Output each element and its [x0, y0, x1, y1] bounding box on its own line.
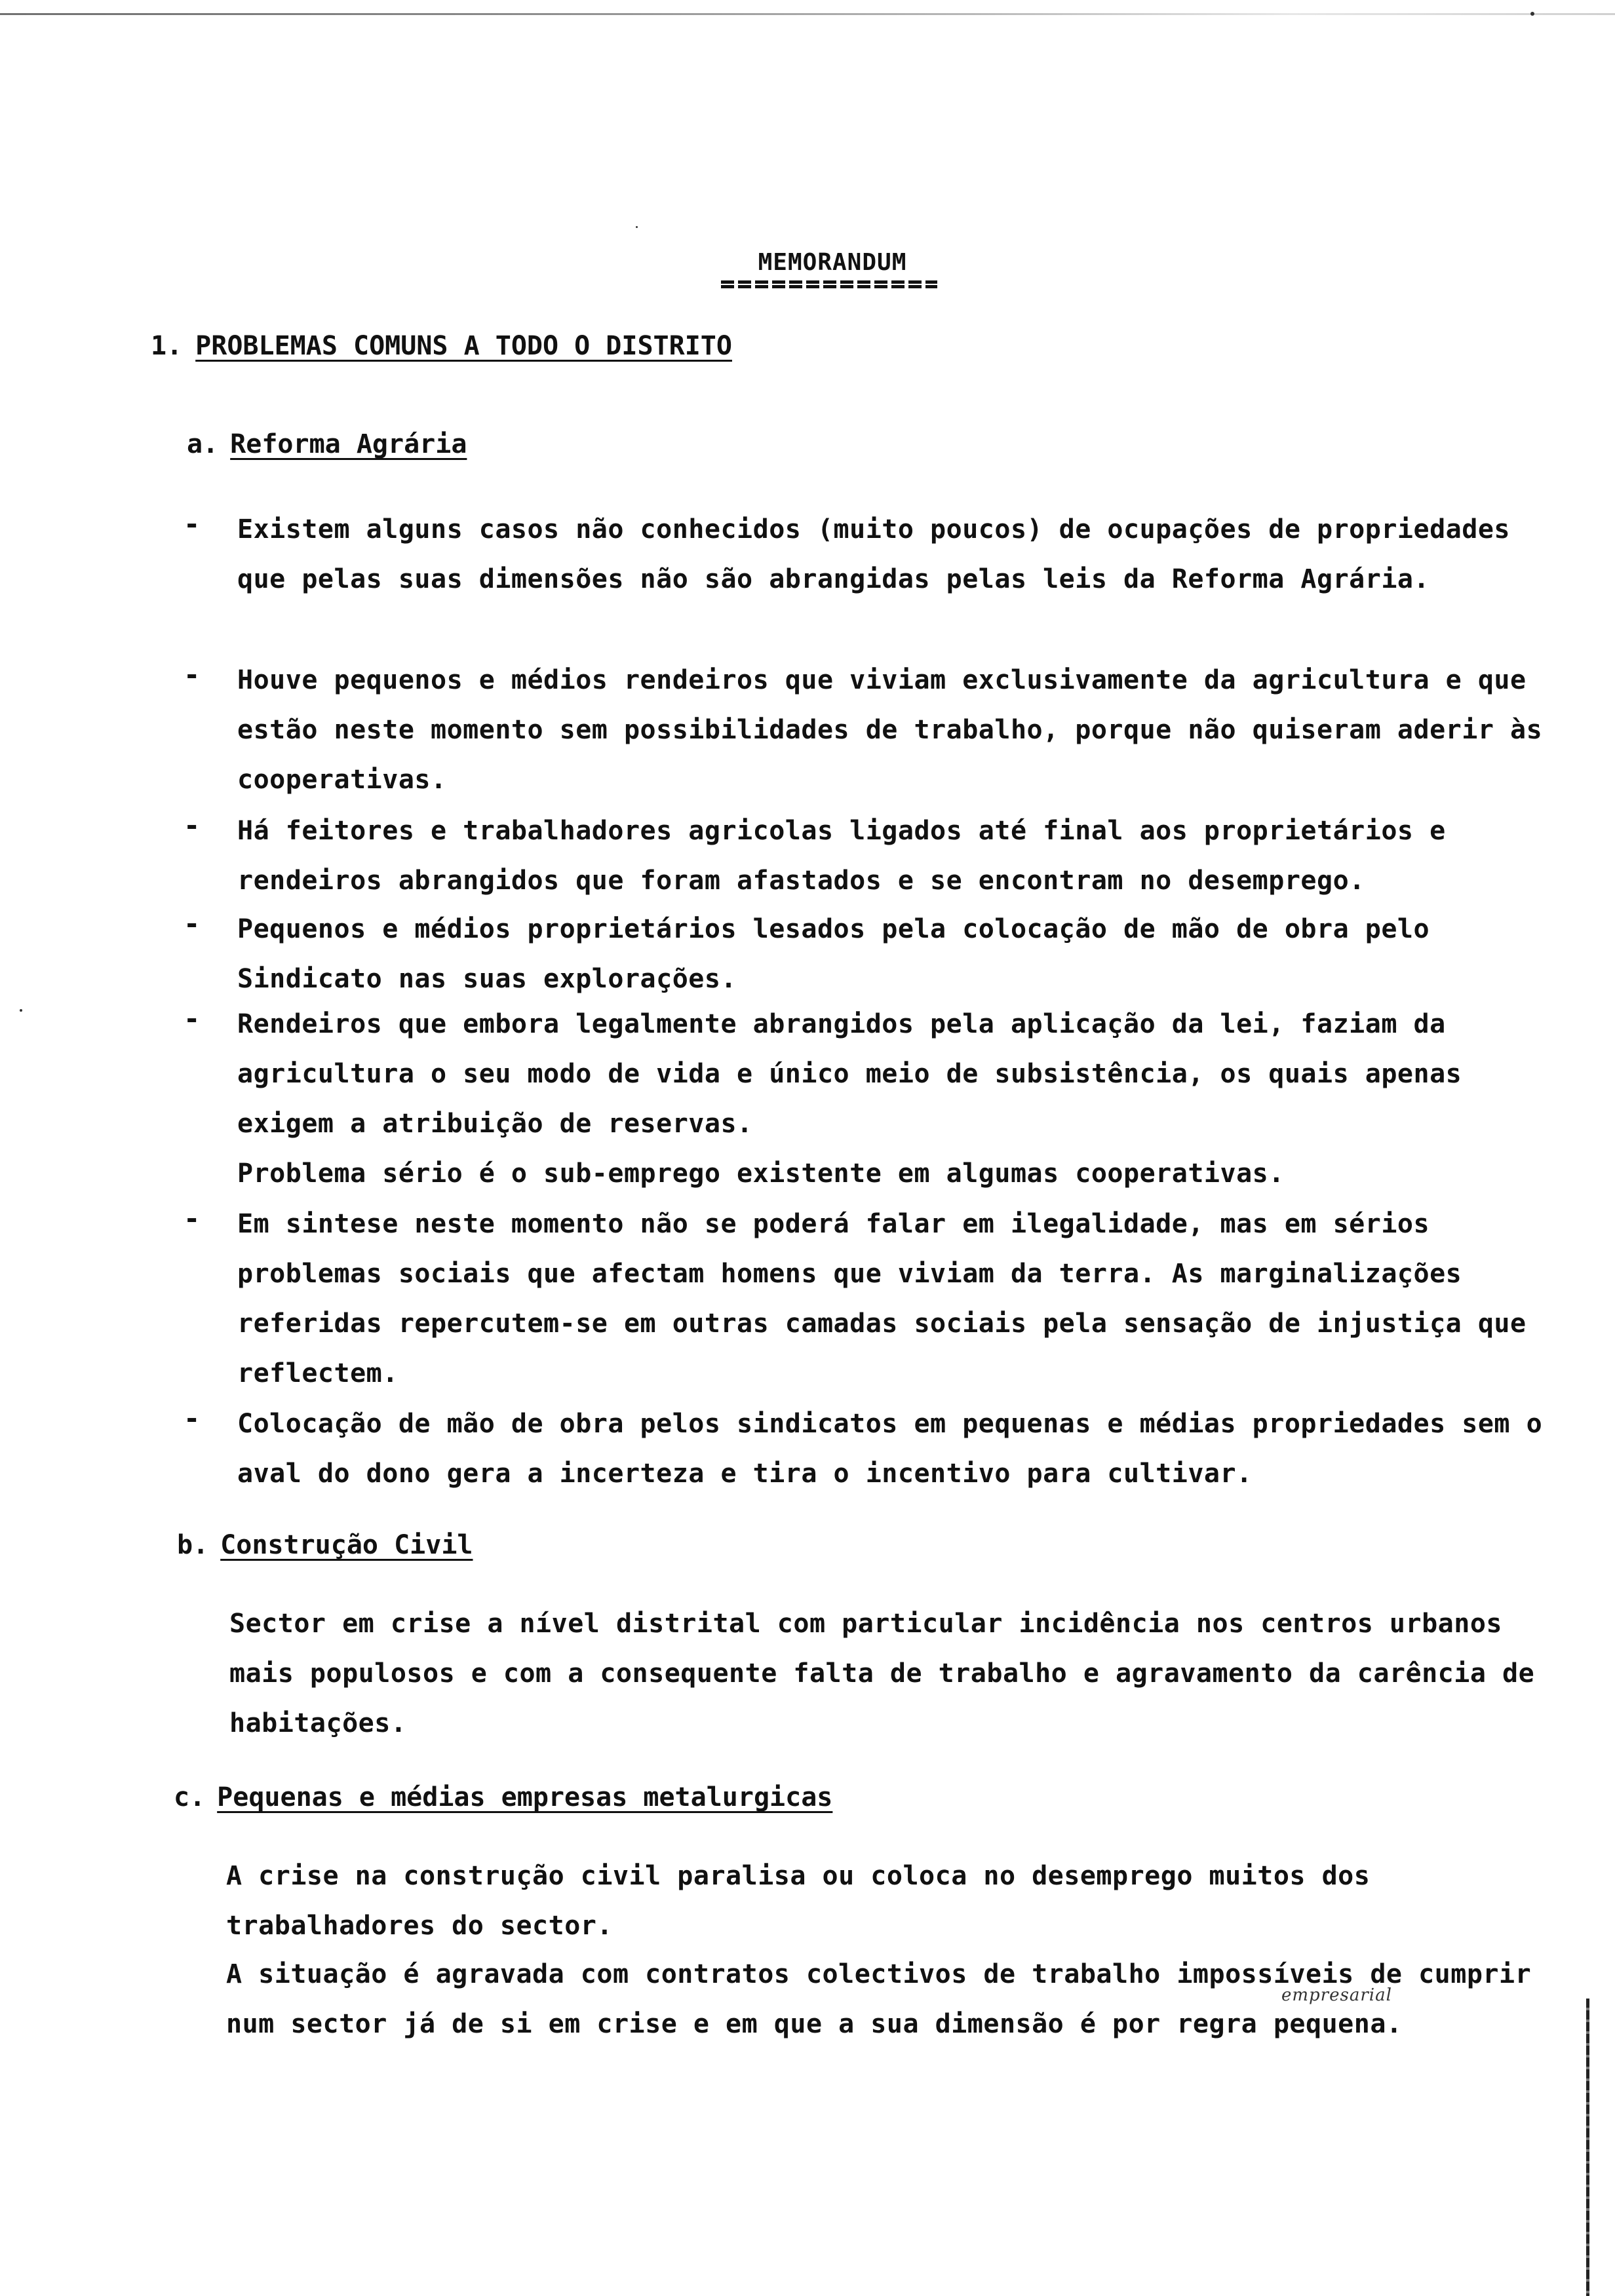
reforma-bullet-7: Colocação de mão de obra pelos sindicatos em pequenas e médias propriedades sem o aval do dono gera a incerteza e tira o incentivo para cultivar. — [237, 1409, 1543, 1489]
metalurgicas-text-1: A crise na construção civil paralisa ou coloca no desemprego muitos dos trabalhadores do sector. — [226, 1861, 1371, 1941]
subsection-b-title: Construção Civil — [220, 1530, 473, 1560]
memo-title: MEMORANDUM — [758, 249, 907, 276]
bullet-dash: - — [184, 908, 201, 940]
subsection-b-heading — [177, 1530, 473, 1560]
bullet-dash: - — [184, 1402, 201, 1434]
bullet-dash: - — [184, 659, 201, 691]
subsection-c-title: Pequenas e médias empresas metalurgicas — [217, 1782, 833, 1812]
section-1-number: 1. — [151, 331, 183, 361]
scan-speck — [20, 1009, 22, 1012]
subsection-a-heading — [187, 429, 467, 459]
section-1-heading — [151, 331, 732, 361]
subsection-b-letter: b. — [177, 1530, 209, 1560]
subsection-c-heading — [174, 1782, 832, 1812]
bullet-dash: - — [184, 1202, 201, 1234]
title-double-underline — [721, 280, 937, 288]
section-1-title: PROBLEMAS COMUNS A TODO O DISTRITO — [195, 331, 732, 361]
bullet-dash: - — [184, 809, 201, 841]
scan-right-edge — [1586, 1999, 1589, 2296]
bullet-dash: - — [184, 508, 201, 540]
scan-speck — [636, 226, 638, 228]
handwritten-annotation: empresarial — [1281, 1985, 1392, 2005]
bullet-dash: - — [184, 1003, 201, 1035]
reforma-bullet-2: Houve pequenos e médios rendeiros que viviam exclusivamente da agricultura e que estão neste momento sem possibilidades de trabalho, porque não quiseram aderir às cooperativas. — [237, 665, 1543, 795]
subsection-c-letter: c. — [174, 1782, 206, 1812]
reforma-bullet-1: Existem alguns casos não conhecidos (muito poucos) de ocupações de propriedades que pelas suas dimensões não são abrangidas pelas leis da Reforma Agrária. — [237, 514, 1510, 594]
reforma-bullet-3: Há feitores e trabalhadores agricolas ligados até final aos proprietários e rendeiros abrangidos que foram afastados e se encontram no desemprego. — [237, 816, 1446, 896]
metalurgicas-text-2: A situação é agravada com contratos colectivos de trabalho impossíveis de cumprir num sector já de si em crise e em que a sua dimensão é por regra pequena. — [226, 1959, 1532, 2039]
construcao-civil-text: Sector em crise a nível distrital com particular incidência nos centros urbanos mais populosos e com a consequente falta de trabalho e agravamento da carência de habitações. — [229, 1609, 1535, 1738]
subsection-a-title: Reforma Agrária — [230, 429, 467, 459]
reforma-bullet-5: Rendeiros que embora legalmente abrangidos pela aplicação da lei, faziam da agricultura o seu modo de vida e único meio de subsistência, os quais apenas exigem a atribuição de reservas. — [237, 1009, 1462, 1139]
reforma-bullet-6: Em sintese neste momento não se poderá falar em ilegalidade, mas em sérios problemas sociais que afectam homens que viviam da terra. As marginalizações referidas repercutem-se em outras camadas sociais pela sensação de injustiça que reflectem. — [237, 1209, 1527, 1388]
reforma-bullet-4: Pequenos e médios proprietários lesados pela colocação de mão de obra pelo Sindicato nas suas explorações. — [237, 914, 1430, 994]
reforma-note: Problema sério é o sub-emprego existente em algumas cooperativas. — [237, 1158, 1285, 1189]
subsection-a-letter: a. — [187, 429, 219, 459]
scan-edge-line — [0, 13, 1615, 15]
scan-speck — [1530, 12, 1534, 16]
